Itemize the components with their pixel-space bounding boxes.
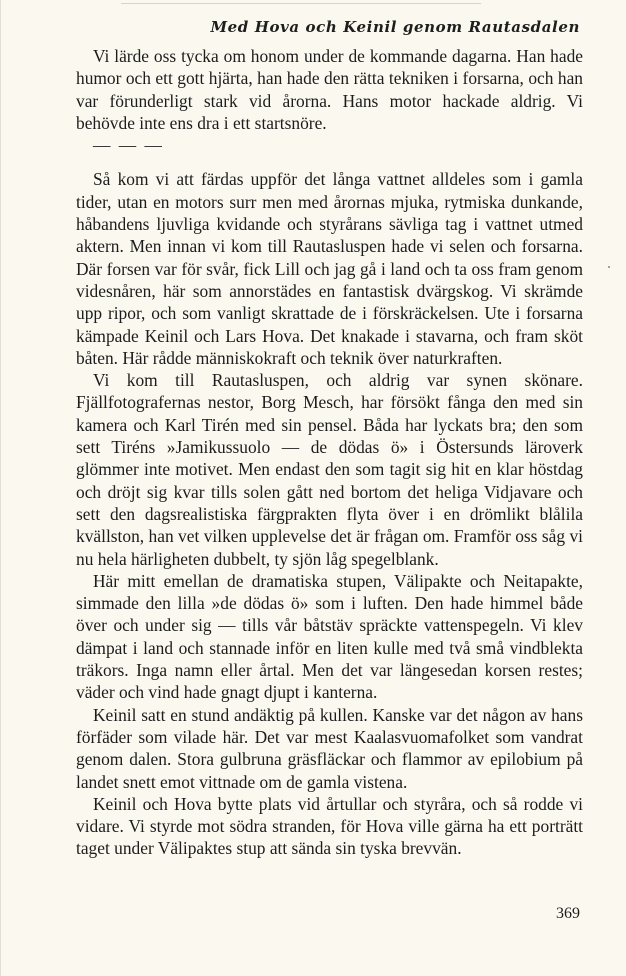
- page-number: 369: [556, 905, 580, 922]
- paragraph-1: Vi lärde oss tycka om honom under de kommande dagarna. Han hade humor och ett gott hjärta, han hade den rätta tekniken i forsarna, och han var förunderligt stark vid årorna. Hans motor hackade aldrig. Vi behövde inte ens dra i ett startsnöre.: [76, 46, 583, 133]
- paragraph-2: Så kom vi att färdas uppför det långa vattnet alldeles som i gamla tider, utan en motors surr men med årornas mjuka, rytmiska dunkande, håbandens ljuvliga kvidande och styrårans sävliga tag i vattnet utmed aktern. Men innan vi kom till Rautasluspen hade vi selen och forsarna. Där forsen var för svår, fick Lill och jag gå i land och ta oss fram genom videsnåren, här som annorstädes en fantastisk dvärgskog. Vi skrämde upp ripor, och som vanligt skrattade de i förskräckelsen. Ute i forsarna kämpade Keinil och Lars Hova. Det knakade i stavarna, och fram sköt båten. Här rådde människokraft och teknik över naturkraften.: [76, 169, 583, 368]
- top-edge-rule: [121, 3, 481, 4]
- section-separator: — — —: [93, 135, 164, 156]
- paragraph-6: Keinil och Hova bytte plats vid årtullar och styråra, och så rodde vi vidare. Vi styrde mot södra stranden, för Hova ville gärna ha ett porträtt taget under Välipaktes stup att sända sin tyska brevvän.: [76, 793, 583, 859]
- margin-mark: [608, 266, 610, 268]
- paragraph-5: Keinil satt en stund andäktig på kullen. Kanske var det någon av hans förfäder som vilade här. Det var mest Kaalasvuomafolket som vandrat genom dalen. Stora gulbruna gräsfläckar och flammor av epilobium på landet snett emot vittnade om de gamla vistena.: [76, 704, 583, 792]
- body-text: [76, 45, 583, 860]
- running-header: Med Hova och Keinil genom Rautasdalen: [210, 18, 580, 36]
- paragraph-3: Vi kom till Rautasluspen, och aldrig var synen skönare. Fjällfotografernas nestor, Borg Mesch, har försökt fånga den med sin kamera och Karl Tirén med sin pensel. Båda har lyckats bra; den som sett Tiréns »Jamikussuolo — de dödas ö» i Östersunds läroverk glömmer inte motivet. Men endast den som tagit sig hit en klar höstdag och dröjt sig kvar tills solen gått ned bortom det heliga Vidjavare och sett den dagsrealistiska färgprakten flyta över i en drömlikt blålila kvällston, han vet vilken upplevelse det är frågan om. Framför oss såg vi nu hela härligheten dubbelt, ty sjön låg spegelblank.: [76, 370, 583, 569]
- paragraph-4: Här mitt emellan de dramatiska stupen, Välipakte och Neitapakte, simmade den lilla »de dödas ö» som i luften. Den hade himmel både över och under sig — tills vår båtstäv spräckte vattenspegeln. Vi klev dämpat i land och stannade inför en liten kulle med två små vindblekta träkors. Inga namn eller årtal. Men det var längesedan korsen restes; väder och vind hade gnagt djupt i kanterna.: [76, 570, 583, 703]
